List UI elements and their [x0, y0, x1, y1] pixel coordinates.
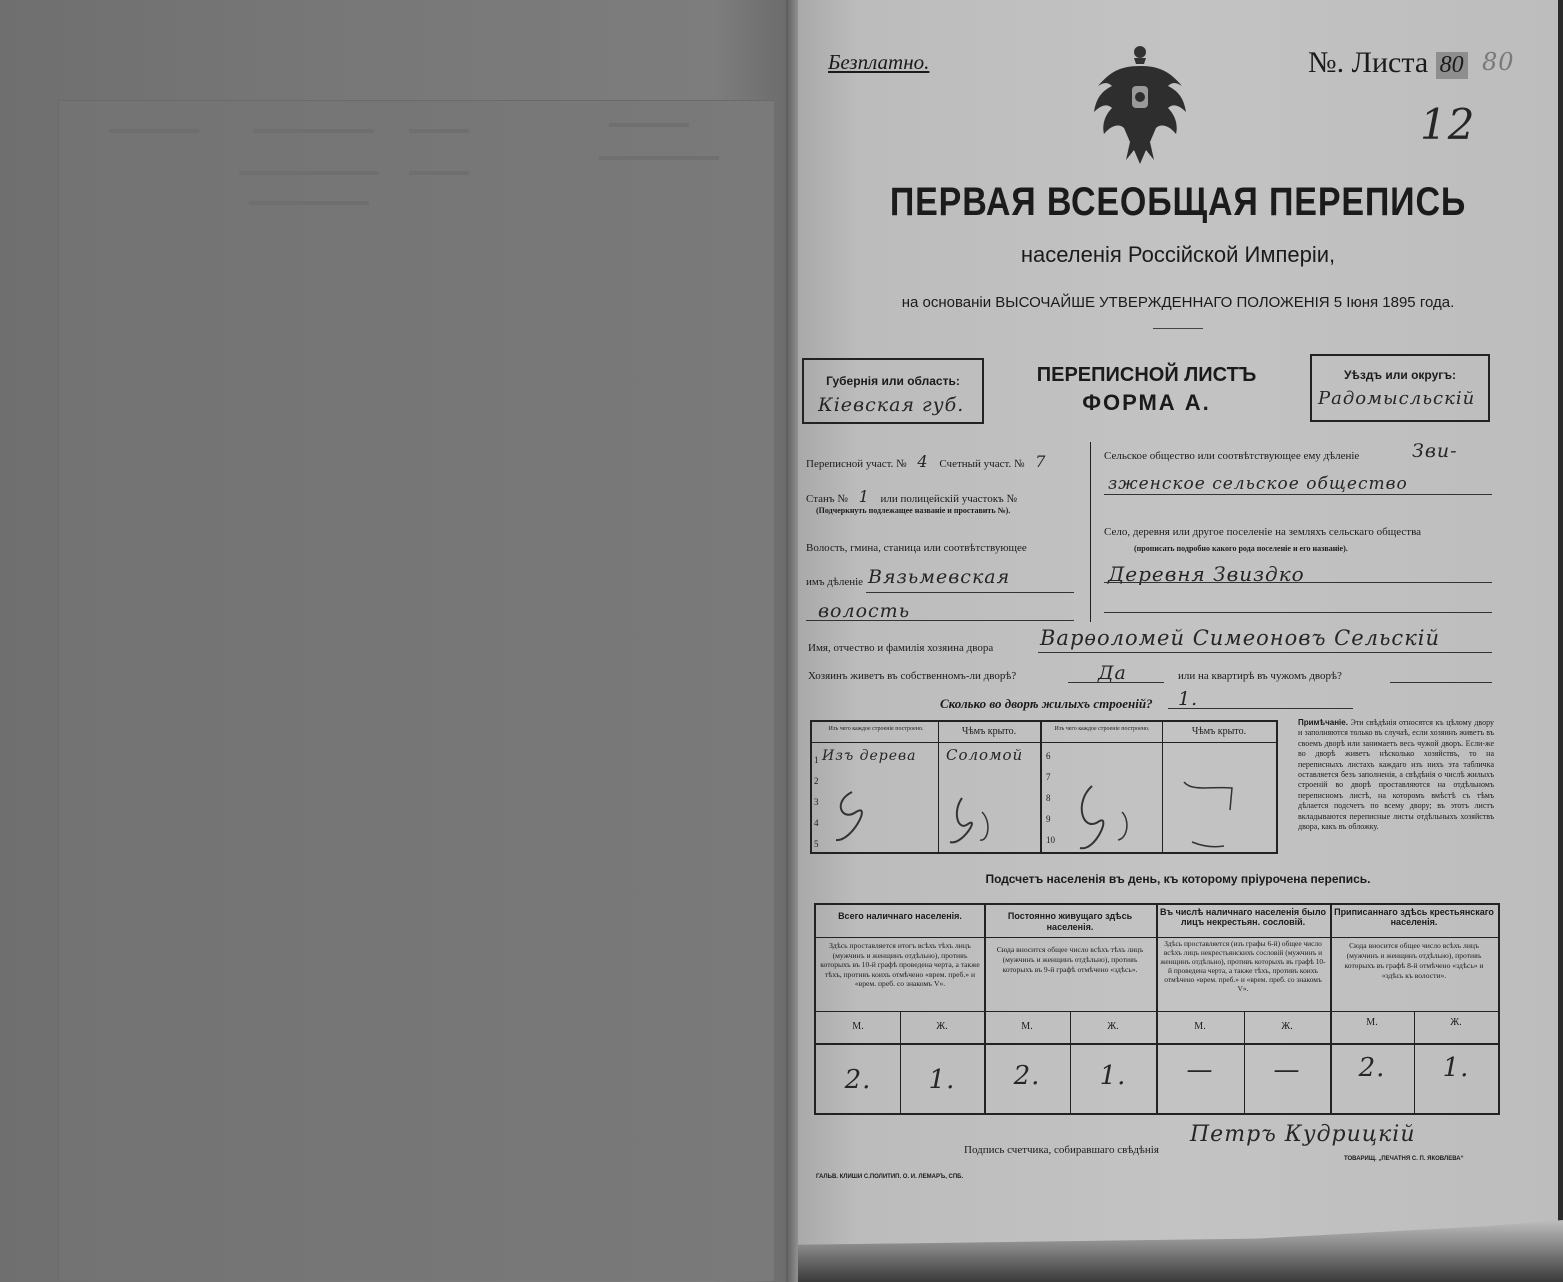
village-label: Село, деревня или другое поселеніе на земляхъ сельскаго общества	[1104, 526, 1422, 538]
uezd-box	[1310, 354, 1490, 422]
col2-m-value: 2.	[1013, 1061, 1041, 1091]
col4-header: Приписаннаго здѣсь крестьянскаго населенія.	[1334, 907, 1494, 927]
sheet-number-value: 80	[1436, 52, 1468, 79]
col2-f-value: 1.	[1099, 1061, 1127, 1091]
uezd-value: Радомысльскій	[1318, 388, 1476, 409]
row-number: 3	[814, 797, 819, 807]
owner-lives-value: Да	[1098, 662, 1127, 684]
fields-divider	[1090, 442, 1091, 622]
sheet-number-margin-note: 80	[1482, 48, 1515, 76]
uezd-label: Уѣздъ или округъ:	[1343, 368, 1457, 382]
material-header-right: Изъ чего каждое строеніе построено.	[1054, 726, 1150, 732]
census-district-field: Переписной участ. № 4 Счетный участ. № 7	[806, 452, 1054, 471]
note-block	[1298, 718, 1494, 832]
volost-value: Вязьмевская	[868, 566, 1011, 588]
census-district-value: 4	[917, 452, 929, 471]
counting-district-value: 7	[1035, 452, 1047, 471]
imprint-right: ТОВАРИЩ. „ПЕЧАТНЯ С. П. ЯКОВЛЕВА“	[1344, 1156, 1464, 1162]
row-number: 10	[1046, 835, 1055, 845]
row-number: 5	[814, 839, 819, 849]
population-table	[814, 903, 1500, 1115]
ornament-divider	[1153, 328, 1203, 329]
row-number: 4	[814, 818, 819, 828]
col2-f-label: Ж.	[1107, 1021, 1119, 1032]
building1-material: Изъ дерева	[822, 748, 917, 764]
signature-value: Петръ Кудрицкій	[1190, 1122, 1416, 1147]
form-subtitle: населенія Россійской Имперіи,	[1020, 242, 1336, 267]
guberniya-value: Кіевская губ.	[818, 394, 965, 416]
census-form-page	[798, 0, 1558, 1250]
sheet-title: ПЕРЕПИСНОЙ ЛИСТЪ	[1036, 364, 1257, 386]
sheet-number: №. Листа 80	[1308, 46, 1468, 80]
volost-label-cont: имъ дѣленіе	[806, 576, 864, 588]
building1-roof: Соломой	[946, 746, 1024, 764]
col1-m-label: М.	[852, 1021, 864, 1032]
row-number: 1	[814, 755, 819, 765]
row-number: 7	[1046, 772, 1051, 782]
society-value: Зви-	[1412, 440, 1458, 462]
stan-field: Станъ № 1 или полицейскій участокъ №	[806, 487, 1017, 506]
guberniya-label: Губернія или область:	[826, 374, 960, 388]
note-title: Примѣчаніе.	[1298, 718, 1348, 727]
owner-name-label: Имя, отчество и фамилія хозяина двора	[808, 642, 994, 654]
col2-header: Постоянно живущаго здѣсь населенія.	[1007, 911, 1133, 932]
col2-desc: Сюда вносится общее число всѣхъ тѣхъ лицъ (мужчинъ и женщинъ отдѣльно), противъ которыхъ въ 9-й графѣ отмѣчено «здѣсь».	[996, 945, 1144, 974]
volost-value-cont: волость	[818, 600, 911, 622]
roof-header-right: Чѣмъ крыто.	[1191, 726, 1247, 737]
buildings-table	[810, 720, 1278, 854]
population-title: Подсчетъ населенія въ день, къ которому пріурочена перепись.	[985, 872, 1371, 886]
col3-f-label: Ж.	[1281, 1021, 1293, 1032]
ditto-marks	[812, 762, 1276, 852]
row-number: 8	[1046, 793, 1051, 803]
col4-m-label: М.	[1366, 1017, 1378, 1028]
owner-lives-label: Хозяинъ живетъ въ собственномъ-ли дворѣ?	[808, 670, 1017, 682]
apartment-label: или на квартирѣ въ чужомъ дворѣ?	[1178, 670, 1342, 682]
society-label: Сельское общество или соотвѣтствующее ему дѣленіе	[1104, 450, 1360, 462]
col3-m-label: М.	[1194, 1021, 1206, 1032]
col1-m-value: 2.	[844, 1065, 872, 1095]
col3-desc: Здѣсь проставляется (изъ графы 6-й) общее число всѣхъ лицъ некрестьянскихъ сословій (мужчинъ и женщинъ отдѣльно), противъ которыхъ въ графѣ 10-й проведена черта, а также тѣхъ, противъ коихъ отмѣчено «врем. преб.» и «врем. преб. со знакомъ V».	[1160, 939, 1326, 993]
col1-f-value: 1.	[928, 1065, 956, 1095]
stan-value: 1	[858, 487, 870, 506]
col4-f-label: Ж.	[1450, 1017, 1462, 1028]
col3-header: Въ числѣ наличнаго населенія было лицъ некрестьян. сословій.	[1160, 907, 1326, 927]
free-label: Безплатно.	[828, 50, 930, 74]
form-basis-line: на основаніи ВЫСОЧАЙШЕ УТВЕРЖДЕННАГО ПОЛОЖЕНІЯ 5 Іюня 1895 года.	[901, 294, 1455, 311]
village-value: Деревня Звиздко	[1108, 562, 1305, 586]
col4-f-value: 1.	[1442, 1053, 1470, 1083]
row-number: 9	[1046, 814, 1051, 824]
col3-m-value: —	[1186, 1055, 1214, 1085]
form-main-title: ПЕРВАЯ ВСЕОБЩАЯ ПЕРЕПИСЬ	[889, 180, 1467, 224]
signature-label: Подпись счетчика, собиравшаго свѣдѣнія	[964, 1144, 1159, 1156]
note-text: Эти свѣдѣнія относятся къ цѣлому двору и заполняются только въ случаѣ, если хозяинъ живетъ въ своемъ дворѣ или занимаетъ весь чужой дворъ. Если-же во дворѣ живетъ нѣсколько хозяйствъ, то на переписныхъ листахъ каждаго изъ нихъ эта табличка оставляется безъ заполненія, а свѣдѣнія о числѣ жилыхъ строеній во дворѣ проставляются на отдѣльномъ переписномъ листѣ, на которомъ вмѣстѣ съ тѣмъ дѣлается подсчетъ по всему двору; въ этотъ листъ вкладываются переписные листы отдѣльныхъ хозяйствъ двора, какъ въ обложку.	[1298, 718, 1495, 832]
col1-f-label: Ж.	[936, 1021, 948, 1032]
col3-f-value: —	[1273, 1055, 1301, 1085]
village-note: (прописать подробно какого рода поселеніе и его названіе).	[1134, 544, 1348, 553]
col1-header: Всего наличнаго населенія.	[838, 911, 962, 921]
roof-header-left: Чѣмъ крыто.	[961, 726, 1017, 737]
handwritten-sheet-number: 12	[1420, 100, 1476, 149]
col4-m-value: 2.	[1358, 1053, 1386, 1083]
underline-note: (Подчеркнуть подлежащее названіе и проставить №).	[816, 506, 1011, 515]
imperial-eagle-emblem	[1090, 42, 1190, 167]
row-number: 2	[814, 776, 819, 786]
col2-m-label: М.	[1021, 1021, 1033, 1032]
imprint-left: ГАЛЬВ. КЛИШИ С.ПОЛИТИП. О. И. ЛЕМАРЪ, СПБ.	[816, 1174, 964, 1180]
volost-label: Волость, гмина, станица или соотвѣтствующее	[806, 542, 1027, 554]
left-page-bleed-through	[58, 100, 774, 1281]
buildings-count-value: 1.	[1178, 688, 1199, 710]
material-header-left: Изъ чего каждое строеніе построено.	[828, 726, 924, 732]
society-value-cont: зженское сельское общество	[1108, 474, 1408, 494]
row-number: 6	[1046, 751, 1051, 761]
buildings-count-label: Сколько во дворѣ жилыхъ строеній?	[940, 696, 1153, 711]
owner-name-value: Варѳоломей Симеоновъ Сельскій	[1040, 626, 1440, 650]
guberniya-box	[802, 358, 984, 424]
form-label: ФОРМА А.	[1082, 390, 1211, 415]
col4-desc: Сюда вносится общее число всѣхъ лицъ (мужчинъ и женщинъ отдѣльно), противъ которыхъ въ графѣ 8-й отмѣчено «здѣсь» и «здѣсь къ волости».	[1344, 941, 1484, 980]
col1-desc: Здѣсь проставляется итогъ всѣхъ тѣхъ лицъ (мужчинъ и женщинъ отдѣльно), противъ которыхъ въ 10-й графѣ проведена черта, а также тѣхъ, противъ коихъ отмѣчено «врем. преб.» и «врем. преб. со знакомъ V».	[820, 941, 980, 988]
